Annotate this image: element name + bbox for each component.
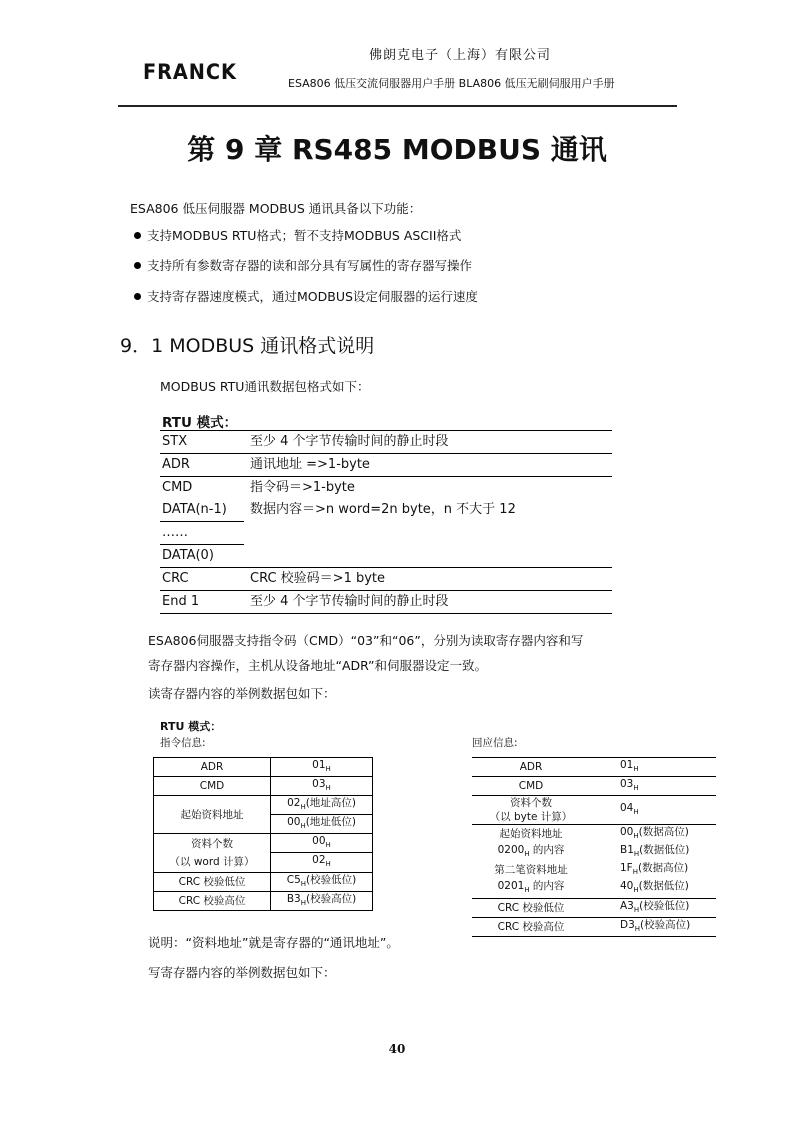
company-name: 佛朗克电子（上海）有限公司 xyxy=(368,48,551,63)
table-row: $0200_H$ 的内容 $B1_H$(数据低位) xyxy=(497,844,690,859)
bullet-dot-icon xyxy=(134,293,141,300)
intro-text: ESA806 低压伺服器 MODBUS 通讯具备以下功能： xyxy=(130,201,422,216)
table-row: DATA(n-1) 数据内容＝>n word=2n byte，n 不大于 12 xyxy=(162,502,516,518)
table-row: 起始资料地址 $00_H$(数据高位) xyxy=(499,826,689,841)
table-row: CRC CRC 校验码＝>1 byte xyxy=(160,568,612,591)
table-row: CMD 指令码＝>1-byte xyxy=(160,477,612,500)
table-row: $00_H$(地址低位) xyxy=(154,815,373,834)
header-rule xyxy=(118,105,677,107)
table-row: ADR $01_H$ xyxy=(472,758,716,777)
table-row: （以 word 计算） $02_H$ xyxy=(154,853,373,872)
rtu-intro: MODBUS RTU通讯数据包格式如下： xyxy=(160,379,370,394)
command-info-label: 指令信息: xyxy=(160,737,206,749)
command-table xyxy=(153,757,373,911)
bullet-dot-icon xyxy=(134,262,141,269)
table-row: STX 至少 4 个字节传输时间的静止时段 xyxy=(160,431,612,454)
example-rtu-label: RTU 模式： xyxy=(160,720,222,733)
para-cmd-line1: ESA806伺服器支持指令码（CMD）“03”和“06”，分别为读取寄存器内容和写 xyxy=(148,633,584,648)
para-cmd-line2: 寄存器内容操作，主机从设备地址“ADR”和伺服器设定一致。 xyxy=(148,658,488,673)
section-title: 9．1 MODBUS 通讯格式说明 xyxy=(120,335,375,357)
table-row: …… xyxy=(160,522,612,545)
table-row: ADR $01_H$ xyxy=(154,758,373,777)
table-row: CMD $03_H$ xyxy=(154,777,373,796)
table-row: （以 byte 计算） xyxy=(472,810,716,825)
bullet-item: 支持寄存器速度模式，通过MODBUS设定伺服器的运行速度 xyxy=(134,287,478,305)
table-row: 起始资料地址 $02_H$(地址高位) xyxy=(154,796,373,815)
table-row: CMD $03_H$ xyxy=(472,777,716,796)
read-example-title: 读寄存器内容的举例数据包如下： xyxy=(148,686,336,701)
brand-logo: FRANCK xyxy=(143,60,237,84)
page-number: 40 xyxy=(388,1042,406,1056)
table-row: DATA(0) xyxy=(160,545,612,568)
table-row: End 1 至少 4 个字节传输时间的静止时段 xyxy=(160,591,612,614)
response-info-label: 回应信息: xyxy=(472,737,518,749)
bullet-dot-icon xyxy=(134,232,141,239)
table-row: CRC 校验低位 $A3_H$(校验低位) xyxy=(472,898,716,917)
table-row: 资料个数 $04_H$ xyxy=(472,796,716,811)
bullet-item: 支持所有参数寄存器的读和部分具有写属性的寄存器写操作 xyxy=(134,256,472,274)
table-row: CRC 校验高位 $B3_H$(校验高位) xyxy=(154,891,373,910)
table-row: CRC 校验低位 $C5_H$(校验低位) xyxy=(154,872,373,891)
rtu-label: RTU 模式： xyxy=(162,415,238,431)
manual-subtitle: ESA806 低压交流伺服器用户手册 BLA806 低压无刷伺服用户手册 xyxy=(288,77,615,90)
chapter-title: 第 9 章 RS485 MODBUS 通讯 xyxy=(187,133,607,166)
response-table xyxy=(472,757,716,937)
table-row: $0201_H$ 的内容 $40_H$(数据低位) xyxy=(472,879,716,898)
table-row: CRC 校验高位 $D3_H$(校验高位) xyxy=(472,917,716,936)
write-example-title: 写寄存器内容的举例数据包如下： xyxy=(148,965,336,980)
bullet-item: 支持MODBUS RTU格式；暂不支持MODBUS ASCII格式 xyxy=(134,226,461,244)
note-text: 说明：“资料地址”就是寄存器的“通讯地址”。 xyxy=(148,935,399,950)
rtu-frame-table xyxy=(160,430,612,614)
table-row: ADR 通讯地址 =>1-byte xyxy=(160,454,612,477)
table-row: 资料个数 $00_H$ xyxy=(154,834,373,853)
table-row: 第二笔资料地址 $1F_H$(数据高位) xyxy=(494,862,689,877)
